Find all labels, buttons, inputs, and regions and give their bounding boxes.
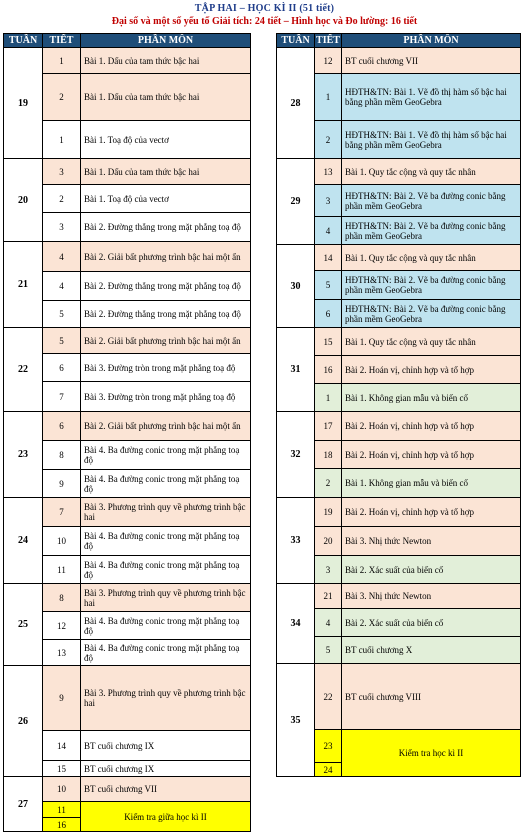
header-week: TUẦN: [3, 33, 43, 48]
period-number: 10: [42, 776, 81, 802]
period-number: 19: [314, 497, 342, 527]
subject-cell: BT cuối chương IX: [80, 760, 251, 777]
header-subject: PHẦN MÔN: [80, 33, 251, 48]
subject-cell: Bài 2. Xác suất của biến cố: [341, 608, 521, 637]
period-number: 2: [314, 120, 342, 159]
period-number: 3: [314, 184, 342, 217]
week-number: 19: [3, 47, 43, 159]
subject-cell: Bài 4. Ba đường conic trong mặt phẳng toạ độ: [80, 526, 251, 556]
subject-cell: Bài 3. Nhị thức Newton: [341, 583, 521, 609]
period-number: 2: [314, 468, 342, 498]
period-number: 3: [314, 555, 342, 584]
subject-cell: BT cuối chương IX: [80, 730, 251, 761]
subject-cell: Bài 1. Toạ độ của vectơ: [80, 184, 251, 213]
period-number: 18: [314, 440, 342, 469]
period-number: 6: [314, 299, 342, 328]
period-number: 1: [314, 383, 342, 412]
subject-cell: Bài 3. Phương trình quy về phương trình bậc hai: [80, 665, 251, 731]
period-number: 4: [42, 241, 81, 272]
header-period: TIẾT: [314, 33, 342, 48]
period-number: 15: [42, 760, 81, 777]
subject-cell: BT cuối chương VII: [341, 47, 521, 74]
subject-cell: BT cuối chương X: [341, 636, 521, 664]
subject-cell: Bài 2. Giải bất phương trình bậc hai một ẩn: [80, 241, 251, 272]
subject-cell: Bài 1. Dấu của tam thức bậc hai: [80, 47, 251, 74]
subject-cell: HĐTH&TN: Bài 2. Vẽ ba đường conic bằng phần mềm GeoGebra: [341, 184, 521, 217]
subject-cell: Bài 2. Đường thẳng trong mặt phẳng toạ độ: [80, 271, 251, 301]
subject-cell: Bài 2. Hoán vị, chỉnh hợp và tổ hợp: [341, 440, 521, 469]
subject-cell: HĐTH&TN: Bài 1. Vẽ đồ thị hàm số bậc hai bằng phần mềm GeoGebra: [341, 120, 521, 159]
period-number: 7: [42, 497, 81, 527]
period-number: 8: [42, 440, 81, 470]
period-number: 12: [314, 47, 342, 74]
subject-cell: Bài 3. Phương trình quy về phương trình bậc hai: [80, 497, 251, 527]
period-number: 23: [314, 729, 342, 763]
subject-cell: Bài 2. Đường thẳng trong mặt phẳng toạ độ: [80, 212, 251, 242]
period-number: 6: [42, 353, 81, 382]
period-number: 16: [314, 355, 342, 384]
week-number: 30: [276, 244, 315, 328]
subject-cell: Bài 2. Xác suất của biến cố: [341, 555, 521, 584]
period-number: 4: [314, 216, 342, 245]
week-number: 35: [276, 663, 315, 777]
subject-cell: Bài 1. Không gian mẫu và biến cố: [341, 383, 521, 412]
period-number: 5: [42, 327, 81, 354]
week-number: 26: [3, 665, 43, 777]
subject-cell: Bài 3. Phương trình quy về phương trình bậc hai: [80, 583, 251, 612]
period-number: 5: [42, 300, 81, 328]
week-number: 21: [3, 241, 43, 328]
subject-cell: Bài 3. Nhị thức Newton: [341, 526, 521, 556]
page-subtitle: Đại số và một số yếu tố Giải tích: 24 tiết – Hình học và Đo lường: 16 tiết: [111, 16, 418, 27]
exam-cell: Kiểm tra học kì II: [341, 729, 521, 777]
period-number: 17: [314, 411, 342, 441]
period-number: 8: [42, 583, 81, 612]
subject-cell: Bài 2. Giải bất phương trình bậc hai một ẩn: [80, 411, 251, 441]
week-number: 20: [3, 158, 43, 242]
subject-cell: Bài 1. Dấu của tam thức bậc hai: [80, 73, 251, 121]
subject-cell: Bài 1. Không gian mẫu và biến cố: [341, 468, 521, 498]
period-number: 4: [42, 271, 81, 301]
period-number: 11: [42, 801, 81, 818]
period-number: 7: [42, 381, 81, 412]
week-number: 25: [3, 583, 43, 666]
period-number: 14: [42, 730, 81, 761]
period-number: 6: [42, 411, 81, 441]
week-number: 23: [3, 411, 43, 498]
subject-cell: HĐTH&TN: Bài 1. Vẽ đồ thị hàm số bậc hai bằng phần mềm GeoGebra: [341, 73, 521, 121]
period-number: 20: [314, 526, 342, 556]
subject-cell: Bài 1. Quy tắc cộng và quy tắc nhân: [341, 158, 521, 185]
week-number: 31: [276, 327, 315, 412]
header-period: TIẾT: [42, 33, 81, 48]
week-number: 32: [276, 411, 315, 498]
period-number: 10: [42, 526, 81, 556]
subject-cell: HĐTH&TN: Bài 2. Vẽ ba đường conic bằng phần mềm GeoGebra: [341, 270, 521, 300]
period-number: 9: [42, 665, 81, 731]
period-number: 16: [42, 817, 81, 832]
week-number: 27: [3, 776, 43, 832]
header-week: TUẦN: [276, 33, 315, 48]
subject-cell: HĐTH&TN: Bài 2. Vẽ ba đường conic bằng phần mềm GeoGebra: [341, 299, 521, 328]
subject-cell: Bài 2. Hoán vị, chỉnh hợp và tổ hợp: [341, 497, 521, 527]
period-number: 22: [314, 663, 342, 730]
subject-cell: Bài 4. Ba đường conic trong mặt phẳng toạ độ: [80, 639, 251, 666]
subject-cell: Bài 1. Dấu của tam thức bậc hai: [80, 158, 251, 185]
period-number: 24: [314, 762, 342, 777]
subject-cell: Bài 2. Đường thẳng trong mặt phẳng toạ độ: [80, 300, 251, 328]
period-number: 3: [42, 158, 81, 185]
subject-cell: Bài 1. Quy tắc cộng và quy tắc nhân: [341, 244, 521, 271]
period-number: 1: [314, 73, 342, 121]
week-number: 22: [3, 327, 43, 412]
period-number: 11: [42, 555, 81, 584]
subject-cell: Bài 4. Ba đường conic trong mặt phẳng toạ độ: [80, 555, 251, 584]
period-number: 3: [42, 212, 81, 242]
period-number: 12: [42, 611, 81, 640]
subject-cell: HĐTH&TN: Bài 2. Vẽ ba đường conic bằng phần mềm GeoGebra: [341, 216, 521, 245]
week-number: 24: [3, 497, 43, 584]
period-number: 1: [42, 120, 81, 159]
subject-cell: Bài 1. Quy tắc cộng và quy tắc nhân: [341, 327, 521, 356]
exam-cell: Kiểm tra giữa học kì II: [80, 801, 251, 832]
subject-cell: Bài 4. Ba đường conic trong mặt phẳng toạ độ: [80, 469, 251, 498]
period-number: 14: [314, 244, 342, 271]
period-number: 13: [314, 158, 342, 185]
period-number: 9: [42, 469, 81, 498]
page-title: TẬP HAI – HỌC KÌ II (51 tiết): [194, 3, 335, 14]
header-subject: PHẦN MÔN: [341, 33, 521, 48]
subject-cell: Bài 3. Đường tròn trong mặt phẳng toạ độ: [80, 381, 251, 412]
week-number: 34: [276, 583, 315, 664]
week-number: 33: [276, 497, 315, 584]
period-number: 2: [42, 73, 81, 121]
period-number: 2: [42, 184, 81, 213]
period-number: 1: [42, 47, 81, 74]
subject-cell: Bài 3. Đường tròn trong mặt phẳng toạ độ: [80, 353, 251, 382]
period-number: 5: [314, 636, 342, 664]
period-number: 4: [314, 608, 342, 637]
subject-cell: Bài 1. Toạ độ của vectơ: [80, 120, 251, 159]
week-number: 28: [276, 47, 315, 159]
period-number: 21: [314, 583, 342, 609]
period-number: 15: [314, 327, 342, 356]
week-number: 29: [276, 158, 315, 245]
subject-cell: Bài 2. Hoán vị, chỉnh hợp và tổ hợp: [341, 411, 521, 441]
subject-cell: BT cuối chương VIII: [341, 663, 521, 730]
subject-cell: BT cuối chương VII: [80, 776, 251, 802]
subject-cell: Bài 2. Hoán vị, chỉnh hợp và tổ hợp: [341, 355, 521, 384]
subject-cell: Bài 4. Ba đường conic trong mặt phẳng toạ độ: [80, 611, 251, 640]
period-number: 13: [42, 639, 81, 666]
period-number: 5: [314, 270, 342, 300]
subject-cell: Bài 4. Ba đường conic trong mặt phẳng toạ độ: [80, 440, 251, 470]
subject-cell: Bài 2. Giải bất phương trình bậc hai một ẩn: [80, 327, 251, 354]
